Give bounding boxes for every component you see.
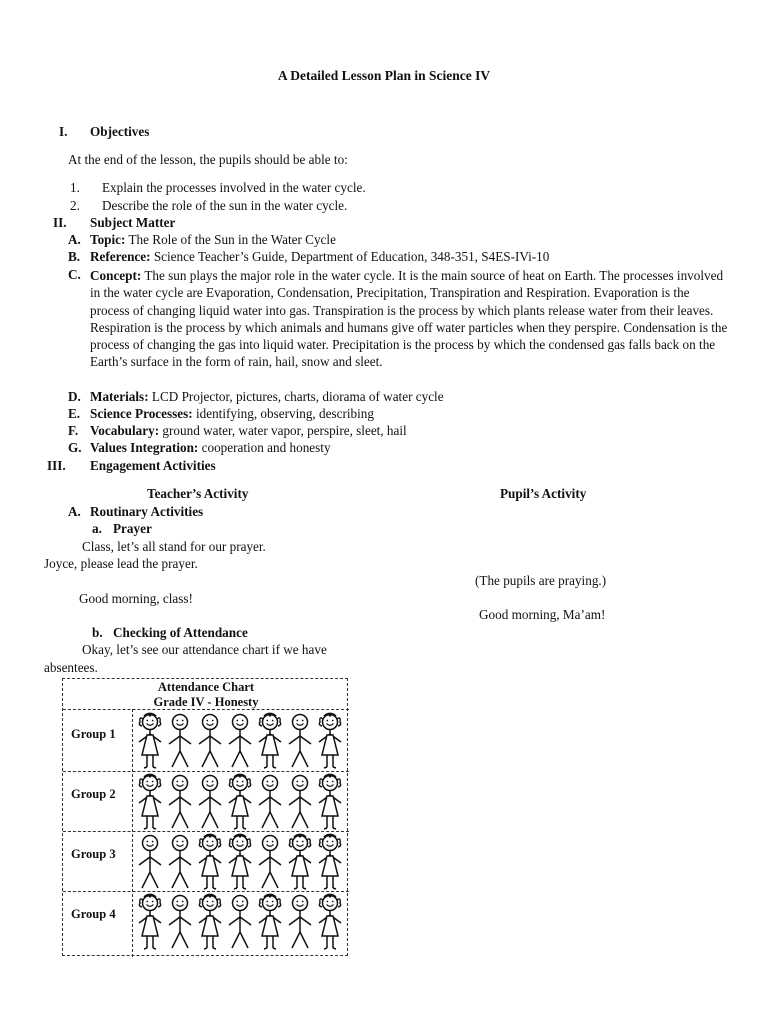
boy-figure-icon xyxy=(167,894,193,952)
girl-figure-icon xyxy=(197,894,223,952)
values-label: Values Integration: xyxy=(90,440,199,455)
chart-subtitle: Grade IV - Honesty xyxy=(153,695,259,709)
boy-figure-icon xyxy=(167,713,193,771)
girl-figure-icon xyxy=(137,713,163,771)
girl-figure-icon xyxy=(137,774,163,832)
prayer-line-2: Joyce, please lead the prayer. xyxy=(44,556,198,571)
processes-text: identifying, observing, describing xyxy=(195,406,374,421)
values-letter: G. xyxy=(68,440,82,455)
girl-figure-icon xyxy=(317,834,343,892)
boy-figure-icon xyxy=(257,774,283,832)
reference-line xyxy=(90,249,549,265)
attendance-heading: Checking of Attendance xyxy=(113,625,248,640)
processes-letter: E. xyxy=(68,406,81,421)
chart-row-divider xyxy=(63,771,349,772)
boy-figure-icon xyxy=(167,834,193,892)
boy-figure-icon xyxy=(287,774,313,832)
attendance-line-2: absentees. xyxy=(44,660,98,675)
objective-2-number: 2. xyxy=(70,198,80,213)
boy-figure-icon xyxy=(287,713,313,771)
section-3-number: III. xyxy=(47,458,66,473)
document-title: A Detailed Lesson Plan in Science IV xyxy=(277,68,491,83)
group-1-label: Group 1 xyxy=(71,727,116,741)
section-2-number: II. xyxy=(53,215,67,230)
pupil-activity-header: Pupil’s Activity xyxy=(500,486,587,501)
objective-2-text: Describe the role of the sun in the water cycle. xyxy=(102,198,348,213)
prayer-heading: Prayer xyxy=(113,521,152,536)
topic-line xyxy=(90,232,336,248)
topic-label: Topic: xyxy=(90,232,126,247)
section-2-heading: Subject Matter xyxy=(90,215,176,230)
attendance-chart xyxy=(62,678,348,956)
concept-text: The sun plays the major role in the water cycle. It is the main source of heat on Earth. The processes involved in the water cycle are Evaporation, Condensation, Precipitation, Transpiration and Respiration. Evaporation is the process of changing liquid water into gas. Transpiration is the process by which plants release water from their leaves. Respiration is the process by which animals and humans give off water particles when they perspire. Condensation is the process of changing the gas into liquid water. Precipitation is the process by which the condensed gas falls back on the Earth’s surface in the form of rain, hail, snow and sleet. xyxy=(90,268,728,370)
processes-label: Science Processes: xyxy=(90,406,193,421)
concept-letter: C. xyxy=(68,267,81,282)
concept-paragraph xyxy=(90,267,730,371)
boy-figure-icon xyxy=(227,894,253,952)
materials-letter: D. xyxy=(68,389,81,404)
objective-1-number: 1. xyxy=(70,180,80,195)
processes-line xyxy=(90,406,374,422)
values-line xyxy=(90,440,331,456)
girl-figure-icon xyxy=(317,713,343,771)
section-1-heading: Objectives xyxy=(90,124,150,139)
concept-label: Concept: xyxy=(90,268,142,283)
prayer-line-1: Class, let’s all stand for our prayer. xyxy=(82,539,266,554)
prayer-letter: a. xyxy=(92,521,102,536)
topic-letter: A. xyxy=(68,232,81,247)
materials-text: LCD Projector, pictures, charts, diorama of water cycle xyxy=(151,389,444,404)
routinary-heading: Routinary Activities xyxy=(90,504,204,519)
teacher-activity-header: Teacher’s Activity xyxy=(147,486,249,501)
chart-column-divider xyxy=(132,709,133,957)
reference-letter: B. xyxy=(68,249,81,264)
objective-1-text: Explain the processes involved in the water cycle. xyxy=(102,180,366,195)
routinary-letter: A. xyxy=(68,504,81,519)
section-1-number: I. xyxy=(59,124,68,139)
values-text: cooperation and honesty xyxy=(201,440,331,455)
group-4-label: Group 4 xyxy=(71,907,116,921)
girl-figure-icon xyxy=(197,834,223,892)
materials-label: Materials: xyxy=(90,389,149,404)
girl-figure-icon xyxy=(137,894,163,952)
reference-text: Science Teacher’s Guide, Department of Education, 348-351, S4ES-IVi-10 xyxy=(153,249,550,264)
pupils-greeting: Good morning, Ma’am! xyxy=(479,607,606,622)
boy-figure-icon xyxy=(197,713,223,771)
topic-text: The Role of the Sun in the Water Cycle xyxy=(128,232,336,247)
section-3-heading: Engagement Activities xyxy=(90,458,216,473)
boy-figure-icon xyxy=(287,894,313,952)
boy-figure-icon xyxy=(257,834,283,892)
girl-figure-icon xyxy=(227,774,253,832)
materials-line xyxy=(90,389,444,405)
boy-figure-icon xyxy=(227,713,253,771)
attendance-line-1: Okay, let’s see our attendance chart if we have xyxy=(82,642,327,657)
girl-figure-icon xyxy=(257,713,283,771)
chart-row-divider xyxy=(63,709,349,710)
group-2-label: Group 2 xyxy=(71,787,116,801)
group-3-label: Group 3 xyxy=(71,847,116,861)
pupils-praying: (The pupils are praying.) xyxy=(475,573,607,588)
girl-figure-icon xyxy=(287,834,313,892)
girl-figure-icon xyxy=(317,894,343,952)
boy-figure-icon xyxy=(197,774,223,832)
teacher-greeting: Good morning, class! xyxy=(79,591,193,606)
chart-title: Attendance Chart xyxy=(157,680,255,694)
girl-figure-icon xyxy=(317,774,343,832)
vocabulary-line xyxy=(90,423,407,439)
vocabulary-text: ground water, water vapor, perspire, sleet, hail xyxy=(162,423,407,438)
vocabulary-label: Vocabulary: xyxy=(90,423,160,438)
attendance-letter: b. xyxy=(92,625,103,640)
boy-figure-icon xyxy=(137,834,163,892)
vocabulary-letter: F. xyxy=(68,423,79,438)
girl-figure-icon xyxy=(257,894,283,952)
girl-figure-icon xyxy=(227,834,253,892)
boy-figure-icon xyxy=(167,774,193,832)
reference-label: Reference: xyxy=(90,249,151,264)
objectives-intro: At the end of the lesson, the pupils should be able to: xyxy=(68,152,348,167)
